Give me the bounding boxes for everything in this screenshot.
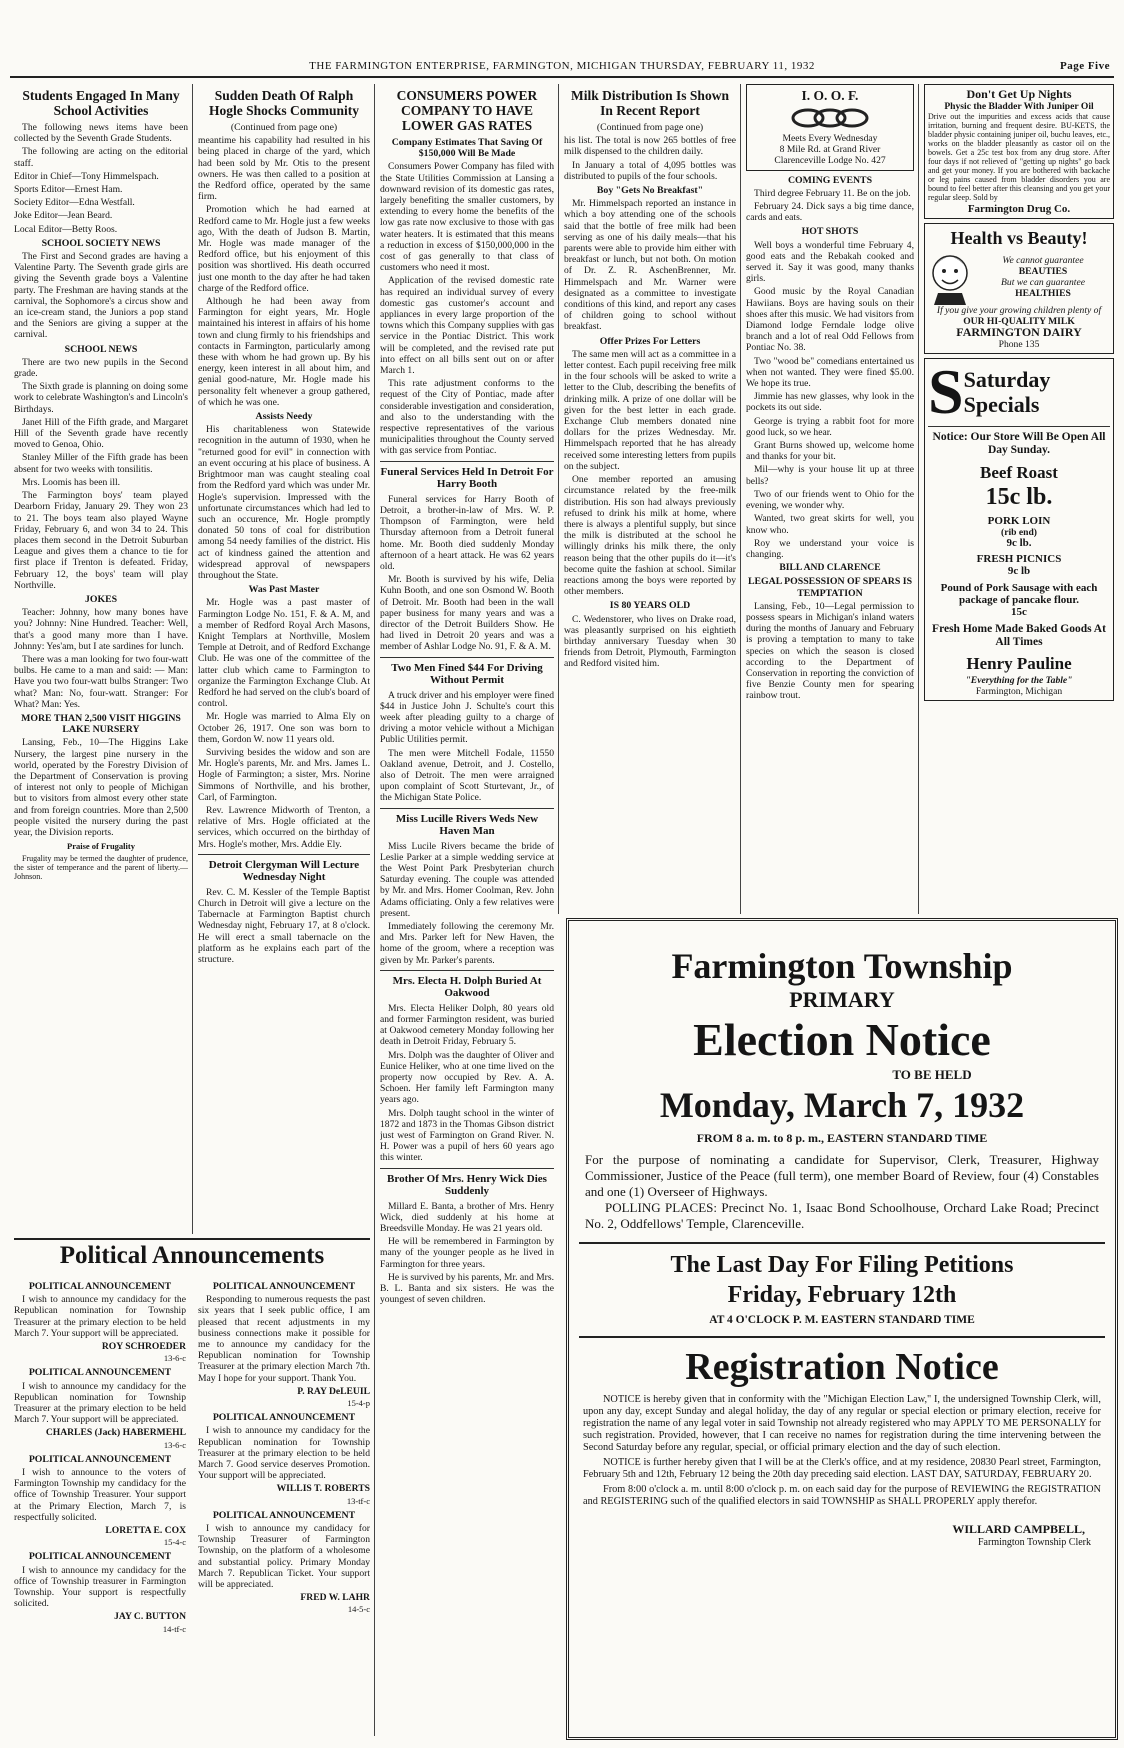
signer: WILLIS T. ROBERTS (276, 1483, 370, 1495)
page-number: Page Five (1059, 60, 1110, 72)
article-text: Rev. Lawrence Midworth of Trenton, a relative of Mrs. Hogle officiated at the services, which occurred on the birthday of Mrs. Hogle's mother, Mrs. Addie Ely. (198, 804, 370, 850)
notice-title: Farmington Township (671, 946, 1013, 986)
divider (198, 854, 370, 855)
registration-heading: Registration Notice (685, 1346, 999, 1388)
subhead: Was Past Master (248, 584, 320, 596)
item-name: Beef Roast (980, 462, 1058, 482)
ad-headline: Specials (963, 391, 1040, 417)
subhead: JOKES (84, 593, 118, 605)
column-rule (374, 84, 375, 1736)
article-text: Mr. Hogle was a past master of Farmington Lodge No. 151, F. & A. M, and a member of Redford Royal Arch Masons, Knight Templars at Northville, Moslem Temple at Detroit, and of Redford Exchange Club. He was one of the committee of the latter club which came to Farmington to organize the Farmington Exchange Club. At Redford he had served on the club's board of control. (198, 597, 370, 710)
store-location: Farmington, Michigan (975, 686, 1063, 698)
headline: Milk Distribution Is Shown In Recent Report (571, 88, 729, 118)
article-text: Mr. Hogle was married to Alma Ely on October 26, 1917. One son was born to them, Gordon W. now 11 years old. (198, 711, 370, 745)
item-name: Pound of Pork Sausage with each package of pancake flour. (940, 581, 1098, 607)
clerk-name: WILLARD CAMPBELL, (952, 1522, 1085, 1536)
divider (380, 1168, 554, 1169)
masthead-title: THE FARMINGTON ENTERPRISE, FARMINGTON, MICHIGAN THURSDAY, FEBRUARY 11, 1932 (309, 60, 815, 72)
column-4 (564, 84, 736, 910)
article-text: Mr. Booth is survived by his wife, Delia Kuhn Booth, and one son Osmond W. Booth of Detroit. Mr. Booth had been in the wall paper business for many years and was a director of the Detroit Builders Show. He had lived in Detroit 20 years and was a member of Ashlar Lodge No. 91, F. & A. M. (380, 574, 554, 653)
article-text: His charitableness won Statewide recognition in the autumn of 1930, when he "returned good for evil" in connection with an event occuring at his place of business. A Brightmoor man was caught stealing coal from the Redford yard which was under Mr. Hogle's supervision. Impressed with the unfortunate circumstances which had led to such an occurence, Mr. Hogle promptly donated 50 tons of coal for distribution among 54 needy families of the district. His act of kindness gained the attention and widespread approval of newspapers throughout the State. (198, 424, 370, 581)
section-title: Political Announcements (59, 1242, 325, 1269)
petition-heading: The Last Day For Filing Petitions (670, 1252, 1014, 1278)
election-hours: FROM 8 a. m. to 8 p. m., EASTERN STANDARD TIME (696, 1131, 988, 1145)
subhead: SCHOOL NEWS (64, 343, 138, 355)
lodge-line: 8 Mile Rd. at Grand River (779, 144, 881, 156)
article-text: There was a man looking for two four-watt bulbs. He came to a man and said: — Man: Have you two four-watt bulbs Stranger: Two what? Man: No, four-watt. Stranger: For What? Man: Yes. (14, 653, 188, 710)
article-text: Third degree February 11. Be on the job. (754, 187, 911, 199)
article-text: He is survived by his parents, Mr. and Mrs. B. L. Banta and six sisters. He was the youngest of seven children. (380, 1271, 554, 1306)
bladder-ad (924, 84, 1114, 219)
article-text: February 24. Dick says a big time dance, cards and eats. (746, 201, 914, 224)
staff-line: Editor in Chief—Tony Himmelspach. (14, 170, 159, 182)
notice-heading: Election Notice (693, 1014, 991, 1065)
article-text: Janet Hill of the Fifth grade, and Margaret Hill of the Seventh grade have recently moved to Genoa, Ohio. (14, 416, 188, 451)
ad-headline: Saturday (963, 366, 1051, 392)
article-text: This rate adjustment conforms to the request of the City of Pontiac, made after considerable investigation and consideration, and also to the understanding with the respective representatives of the various municipalities throughout the County served with gas service from Pontiac. (380, 378, 554, 457)
continued-note: (Continued from page one) (596, 122, 704, 133)
polling-places: POLLING PLACES: Precinct No. 1, Isaac Bond Schoolhouse, Orchard Lake Road; Precinct No. 2, Oddfellows' Temple, Clarenceville. (585, 1200, 1099, 1231)
article-text: Mrs. Dolph was the daughter of Oliver and Eunice Heliker, who at one time lived on the property now occupied by Rev. A. A. Schoen. Her family left Farmington many years ago. (380, 1049, 554, 1106)
subhead: Praise of Frugality (67, 841, 135, 852)
political-column-left (14, 1278, 186, 1638)
article-text: Funeral services for Harry Booth of Detroit, a brother-in-law of Mrs. W. P. Thompson of Farmington, were held Thursday afternoon from a Detroit funeral home. Mr. Booth died suddenly Monday afternoon of a heart attack. He was 62 years old. (380, 493, 554, 572)
ad-line: HEALTHIES (1015, 288, 1071, 300)
article-text: Consumers Power Company has filed with the State Utilities Commission at Lansing a downward revision of its domestic gas rates, largely benefiting the smaller customers, by extending to every home the benefits of the low gas rate now exclusive to those with gas water heaters. It is estimated that this means a reduction in excess of $150,000,000 in the cost of gas generally to that class of customers who need it most. (380, 161, 554, 274)
ad-code: 15-4-c (163, 1537, 186, 1548)
announcement-head: POLITICAL ANNOUNCEMENT (212, 1281, 356, 1292)
announcement-head: POLITICAL ANNOUNCEMENT (28, 1551, 172, 1563)
notice-subtitle: PRIMARY (789, 987, 895, 1012)
announcement-text: I wish to announce my candidacy for the Republican nomination for Township Treasurer at the primary election to be held March 7. Your support will be appreciated. (14, 1294, 186, 1339)
notice-line: TO BE HELD (892, 1067, 972, 1082)
article-text: Promotion which he had earned at Redford came to Mr. Hogle just a few weeks ago, With the death of Judson B. Martin, Mr. Hogle was made manager of the Redford office, but his enjoyment of this position was shortlived. His death occurred just one month to the day after he had taken charge of the Redford office. (198, 204, 370, 294)
ad-line: Phone 135 (998, 338, 1040, 350)
ad-line: We cannot guarantee (1002, 254, 1084, 266)
election-notice (566, 918, 1118, 1740)
signer: ROY SCHROEDER (101, 1341, 186, 1353)
ad-code: 13-6-c (163, 1439, 186, 1450)
ad-line: FARMINGTON DAIRY (956, 325, 1082, 340)
article-text: The men were Mitchell Fodale, 11550 Oakland avenue, Detroit, and J. Costello, also of Detroit. The men were arraigned upon complaint of Scott Sturtevant, Jr., of the Michigan State Police. (380, 747, 554, 804)
item-note: (rib end) (1001, 526, 1037, 538)
ad-store: Farmington Drug Co. (967, 202, 1071, 215)
store-tagline: "Everything for the Table" (965, 674, 1073, 686)
article-text: Lansing, Feb., 10—Legal permission to possess spears in Michigan's inland waters during the months of January and February is proving a temptation to many to take species on which the season is closed according to the Department of Conservation in reporting the conviction of five Benzie County men for spearing rainbow trout. (746, 600, 914, 702)
item-price: 15c lb. (985, 483, 1053, 510)
article-text: The following are acting on the editorial staff. (14, 146, 188, 169)
column-3 (380, 84, 554, 1736)
divider (380, 808, 554, 809)
ad-subhead: Physic the Bladder With Juniper Oil (944, 100, 1094, 112)
divider (380, 657, 554, 658)
petition-date: Friday, February 12th (727, 1282, 957, 1308)
subhead: Boy "Gets No Breakfast" (596, 185, 704, 197)
ad-text: Drive out the impurities and excess acids that cause irritation, burning and frequent desire. BU-KETS, the bladder physic containing juniper oil, buchu leaves, etc., works on the bladder pleasantly as castor oil on the bowels. Get a 25c test box from any drug store. After four days if not relieved of "getting up nights" go back and get your money. If you are bothered with backache or leg pains caused from bladder disorders you are bound to feel better after this cleansing and you get your regular sleep. Sold by (928, 111, 1110, 202)
article-text: Teacher: Johnny, how many bones have you? Johnny: Nine Hundred. Teacher: Well, that's a good many more than I have. Johnny: Yes'am, but I ate sardines for lunch. (14, 607, 188, 652)
lodge-title: I. O. O. F. (801, 88, 859, 103)
article-text: Roy we understand your voice is changing. (746, 537, 914, 560)
article-text: Stanley Miller of the Fifth grade has been absent for two weeks with tonsilitis. (14, 452, 188, 475)
announcement-text: I wish to announce my candidacy for Township Treasurer of Farmington Township, on the platform of a wholesome and substantial policy. Primary Monday March 7. Republican Ticket. Your support will be appreciated. (198, 1523, 370, 1591)
ad-headline: Health vs Beauty! (950, 227, 1088, 248)
ad-initial: S (928, 355, 964, 427)
announcement-head: POLITICAL ANNOUNCEMENT (28, 1281, 172, 1292)
divider (579, 1336, 1105, 1338)
article-text: The following news items have been collected by the Seventh Grade Students. (14, 122, 188, 145)
article-text: Mrs. Loomis has been ill. (22, 476, 121, 488)
ad-code: 14-5-c (347, 1604, 370, 1615)
announcement-head: POLITICAL ANNOUNCEMENT (212, 1412, 356, 1424)
item-name: FRESH PICNICS (976, 553, 1062, 566)
ad-line: OUR HI-QUALITY MILK (963, 316, 1075, 328)
divider (579, 1242, 1105, 1244)
staff-line: Joke Editor—Jean Beard. (14, 210, 113, 222)
article-text: One member reported an amusing circumstance related by the free-milk distribution. His son had always previously refused to drink his milk at home, where there is always a plentiful supply, but since the milk is distributed at the school he willingly drinks his milk there, the only reason being that the other pupils do it—it's become quite the fashion at school. Similar reactions among the boys were reported by other members. (564, 474, 736, 598)
article-text: Well boys a wonderful time February 4, good eats and the Rebakah cooked and served it. Say it was good, many thanks girls. (746, 239, 914, 285)
signer: P. RAY DeLEUIL (297, 1385, 370, 1397)
article-text: Frugality may be termed the daughter of prudence, the sister of temperance and the parent of liberty.—Johnson. (14, 854, 188, 882)
subhead: MORE THAN 2,500 VISIT HIGGINS LAKE NURSERY (21, 712, 181, 736)
column-rule (740, 84, 741, 914)
signer: FRED W. LAHR (300, 1592, 370, 1604)
child-face-icon (928, 249, 972, 305)
announcement-head: POLITICAL ANNOUNCEMENT (28, 1367, 172, 1379)
dairy-ad (924, 223, 1114, 354)
lodge-line: Clarenceville Lodge No. 427 (774, 155, 886, 167)
ioof-box (746, 84, 914, 171)
column-rule (558, 84, 559, 914)
continued-note: (Continued from page one) (230, 122, 338, 133)
article-text: He will be remembered in Farmington by many of the younger people as he lived in Farmington for three years. (380, 1236, 554, 1270)
petition-time: AT 4 O'CLOCK P. M. EASTERN STANDARD TIME (709, 1314, 975, 1326)
subhead: Offer Prizes For Letters (599, 335, 701, 347)
political-column-right (198, 1278, 370, 1619)
column-2 (198, 84, 370, 1234)
article-text: Mr. Himmelspach reported an instance in which a boy attending one of the schools said that the bottle of free milk had been serving as one of his daily meals—that his parents were able to provide him either with breakfast or lunch, but not both. On motion of Dr. Z. R. AschenBrenner, Mr. Himmelspach and Mr. Warner were designated as a committee to investigate conditions of this kind, and report any cases of children going to school without breakfast. (564, 198, 736, 333)
headline: Students Engaged In Many School Activities (22, 88, 180, 118)
signer: BILL AND CLARENCE (779, 562, 881, 574)
registration-text: NOTICE is hereby given that in conformity with the "Michigan Election Law," I, the undersigned Township Clerk, will, upon any day, except Sunday and alegal holiday, the day of any regular or special election or primary election, receive for registration the name of any legal voter in said Township not already registered who may APPLY TO ME PERSONALLY for such registration. Provided, however, that I can receive no names for registration during the time intervening between the Second Saturday before any regular, special, or official primary election and the day of such election. (583, 1394, 1101, 1453)
article-text: The Sixth grade is planning on doing some work to celebrate Washington's and Lincoln's Birthdays. (14, 381, 188, 415)
divider (380, 970, 554, 971)
article-text: Rev. C. M. Kessler of the Temple Baptist Church in Detroit will give a lecture on the Tabernacle at Farmington Baptist church Wednesday night, February 17, at 8 o'clock. He will erect a small tabernacle on the platform as he explains each part of the structure. (198, 886, 370, 966)
item-price: 9c lb. (1006, 537, 1032, 550)
subhead: SCHOOL SOCIETY NEWS (41, 237, 161, 249)
election-purpose: For the purpose of nominating a candidate for Supervisor, Clerk, Treasurer, Highway Commissioner, Justice of the Peace (full term), one member Board of Review, four (4) Constables and one (1) Overseer of Highways. (585, 1152, 1099, 1199)
ad-line: If you give your growing children plenty of (936, 304, 1102, 316)
announcement-head: POLITICAL ANNOUNCEMENT (28, 1453, 172, 1465)
article-text: Good music by the Royal Canadian Hawiians. Boys are having souls on their shoes after this music. We had visitors from Diamond lodge Ferndale lodge olive branch and a lot of real Odd Fellows from Pontiac No. 38. (746, 286, 914, 354)
article-text: Mil—why is your house lit up at three bells? (746, 464, 914, 487)
signer: CHARLES (Jack) HABERMEHL (45, 1427, 186, 1439)
article-text: Wanted, two great skirts for well, you know who. (746, 513, 914, 536)
subhead: COMING EVENTS (787, 174, 873, 186)
announcement-text: I wish to announce to the voters of Farmington Township my candidacy for the office of Township Treasurer. Your support at the Primary Election, March 7, is respectfully solicited. (14, 1467, 186, 1523)
announcement-head: POLITICAL ANNOUNCEMENT (212, 1509, 356, 1521)
masthead (10, 58, 1114, 78)
signer: JAY C. BUTTON (114, 1611, 186, 1623)
article-text: C. Wedenstorer, who lives on Drake road, was pleasantly surprised on his eightieth birthday anniversary Tuesday when 30 friends from Detroit, Plymouth, Farmington and Redford visited him. (564, 613, 736, 670)
headline: CONSUMERS POWER COMPANY TO HAVE LOWER GAS RATES (396, 88, 538, 133)
article-text: Immediately following the ceremony Mr. and Mrs. Parker left for New Haven, the home of the groom, where a reception was given by Mr. Parker's parents. (380, 920, 554, 966)
three-links-icon (749, 107, 911, 129)
article-text: A truck driver and his employer were fined $44 in Justice John J. Schulte's court this week after pleading guilty to a charge of driving a motor vehicle without a Michigan Public Utilities permit. (380, 689, 554, 746)
lodge-line: Meets Every Wednesday (782, 133, 878, 144)
headline: Miss Lucille Rivers Weds New Haven Man (395, 812, 539, 838)
article-text: The same men will act as a committee in a letter contest. Each pupil receiving free milk in the four schools will be asked to write a letter to the Club, describing the benefits of drinking milk. A prize of one dollar will be given for the best letter in each grade. Exchange Club members donated nine dollars for the prizes Wednesday. Mr. Himmelspach reported that he has already received some interesting letters from pupils on the subject. (564, 348, 736, 472)
staff-line: Local Editor—Betty Roos. (14, 223, 118, 235)
article-text: Jimmie has new glasses, why look in the pockets its out side. (746, 391, 914, 414)
article-text: Grant Burns showed up, welcome home and thanks for your bit. (746, 440, 914, 463)
headline: Detroit Clergyman Will Lecture Wednesday Night (208, 858, 360, 884)
announcement-text: I wish to announce my candidacy for the office of Township treasurer in Farmington Township. Your support is respectfully solicited. (14, 1564, 186, 1610)
column-rule (192, 84, 193, 1234)
article-text: Lansing, Feb., 10—The Higgins Lake Nursery, the largest pine nursery in the world, operated by the Forestry Division of the Department of Conservation is proving of interest not only to people of Michigan but to visitors from almost every other state and from foreign countries. More than 2,500 people visited the nursery during the past year, the Division reports. (14, 737, 188, 838)
ad-code: 15-4-p (347, 1398, 370, 1409)
ad-code: 13-6-c (163, 1353, 186, 1364)
announcement-text: I wish to announce my candidacy for the Republican nomination for Township Treasurer at the primary election to be held March 7. Good service deserves Promotion. Your support will be appreciated. (198, 1425, 370, 1482)
subhead: LEGAL POSSESSION OF SPEARS IS TEMPTATION (747, 576, 913, 599)
article-text: The First and Second grades are having a Valentine Party. The Seventh grade girls are giving the Seventh grade boys a Valentine party. The Freshman are having stands at the carnival, the Sophomore's a circus show and an ice-cream stand, the Juniors a pop stand and the Seniors are giving a supper at the carnival. (14, 251, 188, 341)
ad-notice: Notice: Our Store Will Be Open All Day Sunday. (932, 430, 1106, 456)
column-6-ads (924, 84, 1114, 910)
ad-line: But we can guarantee (1001, 276, 1085, 288)
subhead: IS 80 YEARS OLD (609, 600, 691, 612)
subhead: HOT SHOTS (801, 226, 859, 238)
headline: Sudden Death Of Ralph Hogle Shocks Community (208, 88, 360, 118)
headline: Mrs. Electa H. Dolph Buried At Oakwood (392, 974, 542, 1000)
headline: Brother Of Mrs. Henry Wick Dies Suddenly (387, 1172, 547, 1198)
divider (380, 461, 554, 462)
article-text: Millard E. Banta, a brother of Mrs. Henry Wick, died suddenly at his home at Breedsville Monday. He was 21 years old. (380, 1200, 554, 1235)
announcement-text: Responding to numerous requests the past six years that I seek public office, I am pleased that recent adjustments in my business connections make it possible for me to announce my candidacy for the Republican nomination for Township Treasurer at the primary election March 7th. May I hope for your support. Thank You. (198, 1294, 370, 1384)
ad-code: 13-tf-c (346, 1495, 370, 1506)
article-text: George is trying a rabbit foot for more good luck, so we hear. (746, 415, 914, 438)
political-announcements (14, 1238, 370, 1740)
article-text: There are two new pupils in the Second grade. (14, 356, 188, 380)
item-name: Fresh Home Made Baked Goods At All Times (932, 622, 1106, 648)
item-price: 15c (1011, 605, 1027, 618)
column-5 (746, 84, 914, 910)
staff-line: Society Editor—Edna Westfall. (14, 197, 135, 209)
article-text: Two "wood be" comedians entertained us when not wanted. They were fined $5.00. We hope its true. (746, 355, 914, 390)
article-text: Surviving besides the widow and son are Mr. Hogle's parents, Mr. and Mrs. James L. Hogle of Farmington; a sister, Mrs. Norine Simmons of Northville, and his brother, Carl, of Farmington. (198, 746, 370, 803)
registration-text: NOTICE is further hereby given that I will be at the Clerk's office, and at my residence, 20830 Pearl street, Farmington, February 5th and 12th, February 12 being the 20th day preceding said election. LAST DAY, SATURDAY, FEBRUARY 20. (583, 1457, 1101, 1480)
deck: Company Estimates That Saving Of $150,000 Will Be Made (391, 137, 543, 160)
registration-text: From 8:00 o'clock a. m. until 8:00 o'clock p. m. on each said day for the purpose of REVIEWING the REGISTRATION and REGISTERING such of the qualified electors in said TOWNSHIP as SHALL PROPERLY apply therefor. (583, 1484, 1101, 1507)
item-price: 9c lb (1007, 564, 1031, 577)
column-1 (14, 84, 188, 1234)
article-text: Application of the revised domestic rate has required an individual survey of every domestic gas customer's account and appliances in every large proportion of the towns which this Company supplies with gas service in the Pontiac District. This work will be completed, and the revised rate put into effect on all bills sent out on or after March 1. (380, 275, 554, 377)
article-text: Mrs. Electa Heliker Dolph, 80 years old and former Farmington resident, was buried at Oakwood cemetery Monday following her death in Detroit Friday, February 5. (380, 1002, 554, 1048)
grocery-ad (924, 355, 1114, 702)
article-text: In January a total of 4,095 bottles was distributed to pupils of the four schools. (564, 159, 736, 182)
article-text: his list. The total is now 265 bottles of free milk dispensed to the children daily. (564, 135, 736, 158)
item-name: PORK LOIN (987, 514, 1051, 527)
clerk-title: Farmington Township Clerk (977, 1537, 1091, 1548)
announcement-text: I wish to announce my candidacy for the Republican nomination for Township Treasurer at the primary election to be held March 7. Your support will be appreciated. (14, 1380, 186, 1426)
article-text: Although he had been away from Farmington for eight years, Mr. Hogle maintained his interest in affairs of his home town and clung firmly to his friendships and contacts in Farmington, particularly among these with whom he had grown up. By his energy, keen interest in all about him, and genial good-nature, Mr. Hogle made his personality felt whenever a group gathered, of which he was one. (198, 296, 370, 408)
column-rule (918, 84, 919, 914)
article-text: Miss Lucile Rivers became the bride of Leslie Parker at a simple wedding service at the West Point Park Presbyterian church Saturday evening. The couple was attended by Mr. and Mrs. Homer Coolman, Rev. John Adams officiating. Only a few relatives were present. (380, 840, 554, 919)
store-name: Henry Pauline (966, 653, 1072, 673)
ad-code: 14-tf-c (162, 1623, 186, 1634)
ad-headline: Don't Get Up Nights (966, 87, 1072, 101)
signer: LORETTA E. COX (105, 1525, 186, 1537)
election-date: Monday, March 7, 1932 (659, 1085, 1025, 1125)
staff-line: Sports Editor—Ernest Ham. (14, 184, 123, 196)
headline: Two Men Fined $44 For Driving Without Permit (391, 661, 543, 687)
article-text: Mrs. Dolph taught school in the winter of 1872 and 1873 in the Thomas Gibson district just west of Farmington on Grand River. N. H. Power was a pupil of hers 60 years ago this winter. (380, 1107, 554, 1164)
article-text: The Farmington boys' team played Dearborn Friday, January 29. They won 23 to 21. The boys team also played Wayne Friday, February 6, and won 34 to 24. This places them second in the Detroit Suburban League and gives them a chance to tie for first place if Trenton is defeated. Friday, February 12, the boys' team will play Northville. (14, 490, 188, 591)
ad-line: BEAUTIES (1018, 265, 1068, 277)
subhead: Assists Needy (255, 411, 313, 423)
article-text: Two of our friends went to Ohio for the evening, we wonder why. (746, 488, 914, 512)
article-text: meantime his capability had resulted in his being placed in charge of the yard, which had been sold by Mr. Otis to the present owners. He was then called to a position at the Redford office, operated by the same firm. (198, 135, 370, 203)
headline: Funeral Services Held In Detroit For Harry Booth (380, 465, 554, 491)
